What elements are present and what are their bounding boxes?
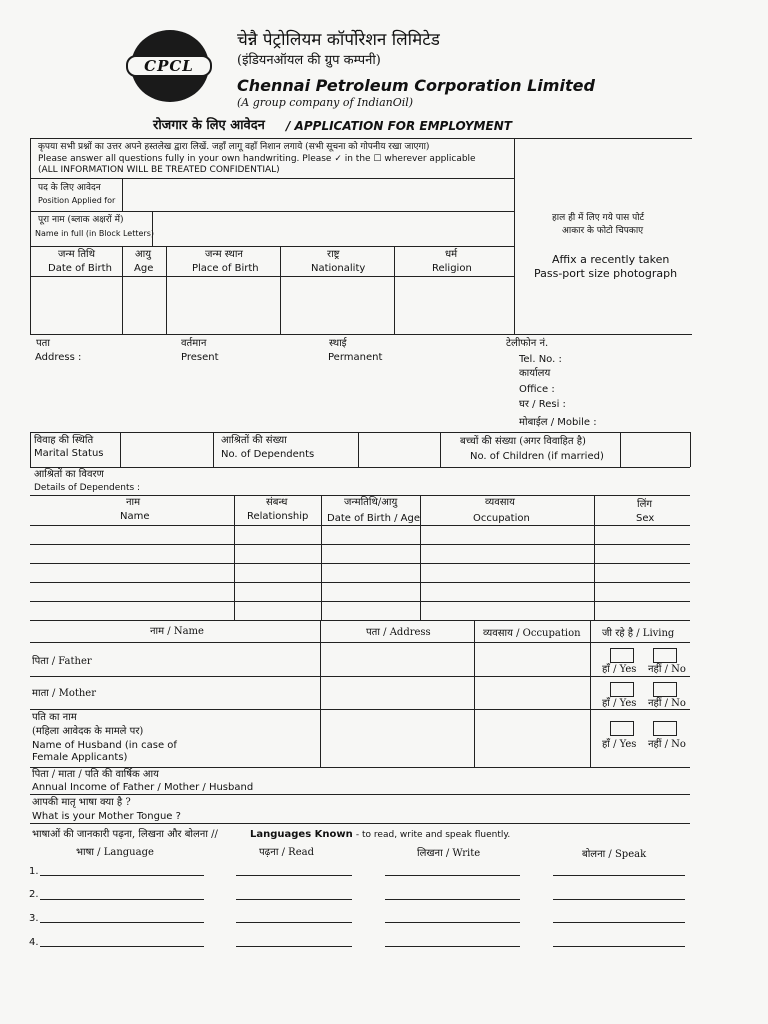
- photo-text-2: Pass-port size photograph: [534, 267, 678, 280]
- mother-no-label: नहीं / No: [648, 698, 686, 709]
- mother-occupation-input[interactable]: [476, 678, 588, 707]
- dep-col-sex: Sex: [636, 513, 655, 524]
- father-no-label: नहीं / No: [648, 664, 686, 675]
- parents-col-living: जी रहे है / Living: [602, 628, 675, 639]
- dep-col-relationship: Relationship: [247, 511, 309, 522]
- position-input[interactable]: [124, 180, 512, 209]
- position-label-hindi: पद के लिए आवेदन: [38, 183, 101, 193]
- tongue-input[interactable]: [200, 807, 690, 822]
- religion-label: Religion: [432, 263, 472, 274]
- lang-col-write: लिखना / Write: [417, 848, 481, 859]
- name-label-hindi: पूरा नाम (ब्लाक अक्षरों में): [38, 215, 124, 225]
- mother-living-no-checkbox[interactable]: [653, 682, 677, 697]
- dep-col-dob-hindi: जन्मतिथि/आयु: [344, 497, 398, 508]
- parents-col-occupation: व्यवसाय / Occupation: [483, 628, 581, 639]
- income-label: Annual Income of Father / Mother / Husband: [32, 782, 254, 793]
- lang-row-number: 2.: [29, 889, 39, 900]
- husband-label-1: Name of Husband (in case of: [32, 740, 177, 751]
- pob-label-hindi: जन्म स्थान: [205, 249, 243, 260]
- pob-label: Place of Birth: [192, 263, 259, 274]
- form-title-english: / APPLICATION FOR EMPLOYMENT: [286, 119, 512, 133]
- instructions-english: Please answer all questions fully in your own handwriting. Please ✓ in the ☐ wherever applicable: [38, 154, 476, 164]
- children-count-input[interactable]: [622, 434, 688, 465]
- org-subtitle-english: (A group company of IndianOil): [237, 96, 414, 109]
- dob-label-hindi: जन्म तिथि: [58, 249, 96, 260]
- dep-col-name-hindi: नाम: [126, 497, 141, 508]
- office-label: Office :: [519, 384, 555, 395]
- dep-col-sex-hindi: लिंग: [637, 499, 652, 510]
- photo-text-hindi-1: हाल ही में लिए गये पास पोर्ट: [552, 213, 645, 223]
- age-label: Age: [134, 263, 154, 274]
- father-living-no-checkbox[interactable]: [653, 648, 677, 663]
- tongue-label: What is your Mother Tongue ?: [32, 811, 181, 822]
- name-input[interactable]: [154, 213, 512, 244]
- dependents-count-input[interactable]: [360, 434, 438, 465]
- parents-col-address: पता / Address: [366, 627, 431, 638]
- religion-label-hindi: धर्म: [445, 249, 458, 260]
- husband-no-label: नहीं / No: [648, 739, 686, 750]
- age-input[interactable]: [124, 278, 164, 332]
- father-yes-label: हाँ / Yes: [602, 664, 637, 675]
- address-label: Address :: [35, 352, 82, 363]
- father-occupation-input[interactable]: [476, 644, 588, 674]
- permanent-address-input[interactable]: [328, 366, 498, 426]
- telephone-label: Tel. No. :: [519, 354, 562, 365]
- dob-input[interactable]: [32, 278, 120, 332]
- form-title-hindi: रोजगार के लिए आवेदन: [153, 118, 265, 133]
- mother-yes-label: हाँ / Yes: [602, 698, 637, 709]
- husband-label-hindi-1: पति का नाम: [32, 712, 77, 723]
- telephone-label-hindi: टेलीफोन नं.: [506, 338, 549, 349]
- permanent-label: Permanent: [328, 352, 383, 363]
- religion-input[interactable]: [396, 278, 512, 332]
- father-label: पिता / Father: [32, 656, 92, 667]
- org-title-english: Chennai Petroleum Corporation Limited: [237, 76, 595, 95]
- nationality-input[interactable]: [282, 278, 392, 332]
- pob-input[interactable]: [168, 278, 278, 332]
- husband-occupation-input[interactable]: [476, 711, 588, 765]
- husband-living-yes-checkbox[interactable]: [610, 721, 634, 736]
- mother-label: माता / Mother: [32, 688, 97, 699]
- org-title-hindi: चेन्नै पेट्रोलियम कॉर्पोरेशन लिमिटेड: [237, 30, 440, 50]
- lang-col-read: पढ़ना / Read: [259, 847, 314, 858]
- residence-label: घर / Resi :: [519, 399, 566, 410]
- dep-col-dob: Date of Birth / Age: [327, 513, 420, 524]
- husband-label-hindi-2: (महिला आवेदक के मामले पर): [32, 726, 144, 737]
- marital-label: Marital Status: [34, 448, 104, 459]
- languages-label-bold: Languages Known: [250, 829, 353, 840]
- lang-row-number: 3.: [29, 913, 39, 924]
- present-address-input[interactable]: [180, 366, 320, 426]
- dependents-table-body[interactable]: [31, 526, 689, 620]
- dob-label: Date of Birth: [48, 263, 112, 274]
- parents-col-name: नाम / Name: [150, 626, 204, 637]
- languages-label-rest: - to read, write and speak fluently.: [355, 830, 511, 840]
- photo-text-hindi-2: आकार के फोटो चिपकाए: [562, 226, 644, 236]
- nationality-label-hindi: राष्ट्र: [327, 249, 340, 260]
- father-address-input[interactable]: [322, 644, 472, 674]
- languages-table-inputs[interactable]: [40, 860, 685, 948]
- children-count-label-hindi: बच्चों की संख्या (अगर विवाहित है): [460, 436, 586, 447]
- dep-col-occupation: Occupation: [473, 513, 530, 524]
- father-living-yes-checkbox[interactable]: [610, 648, 634, 663]
- children-count-label: No. of Children (if married): [470, 451, 604, 462]
- tongue-label-hindi: आपकी मातृ भाषा क्या है ?: [32, 797, 131, 808]
- husband-label-2: Female Applicants): [32, 752, 128, 763]
- nationality-label: Nationality: [311, 263, 366, 274]
- dep-col-occupation-hindi: व्यवसाय: [485, 497, 515, 508]
- mobile-label: मोबाईल / Mobile :: [519, 417, 597, 428]
- dependents-count-label-hindi: आश्रितों की संख्या: [221, 435, 287, 446]
- husband-yes-label: हाँ / Yes: [602, 739, 637, 750]
- dep-col-name: Name: [120, 511, 150, 522]
- lang-row-number: 4.: [29, 937, 39, 948]
- cpcl-logo: [131, 30, 209, 102]
- income-input[interactable]: [260, 778, 690, 793]
- permanent-label-hindi: स्थाई: [329, 338, 347, 349]
- instructions-hindi: कृपया सभी प्रश्नों का उत्तर अपने हस्तलेख द्वारा लिखें. जहाँ लागू वहाँ निशान लगाये (सभी सूचना को गोपनीय रखा जाएगा): [38, 142, 430, 152]
- org-subtitle-hindi: (इंडियनऑयल की ग्रुप कम्पनी): [237, 53, 381, 68]
- present-label-hindi: वर्तमान: [181, 338, 207, 349]
- office-label-hindi: कार्यालय: [519, 368, 551, 379]
- marital-label-hindi: विवाह की स्थिति: [34, 435, 94, 446]
- dep-col-relationship-hindi: संबन्ध: [266, 497, 288, 508]
- languages-label-hindi: भाषाओं की जानकारी पढ़ना, लिखना और बोलना //: [32, 829, 218, 840]
- lang-col-language: भाषा / Language: [76, 847, 154, 858]
- age-label-hindi: आयु: [135, 249, 152, 260]
- dependents-title-hindi: आश्रितों का विवरण: [34, 469, 104, 480]
- lang-col-speak: बोलना / Speak: [582, 849, 647, 860]
- mother-address-input[interactable]: [322, 678, 472, 707]
- instructions-confidential: (ALL INFORMATION WILL BE TREATED CONFIDENTIAL): [38, 165, 280, 175]
- marital-input[interactable]: [122, 434, 211, 465]
- logo-text: CPCL: [126, 55, 212, 77]
- lang-row-number: 1.: [29, 866, 39, 877]
- income-label-hindi: पिता / माता / पति की वार्षिक आय: [32, 769, 159, 780]
- present-label: Present: [181, 352, 219, 363]
- dependents-title: Details of Dependents :: [34, 483, 141, 493]
- dependents-count-label: No. of Dependents: [221, 449, 315, 460]
- husband-living-no-checkbox[interactable]: [653, 721, 677, 736]
- position-label: Position Applied for: [38, 196, 116, 205]
- name-label: Name in full (in Block Letters): [35, 229, 155, 238]
- photo-text-1: Affix a recently taken: [552, 253, 670, 266]
- husband-address-input[interactable]: [322, 711, 472, 765]
- languages-label: [250, 829, 510, 841]
- mother-living-yes-checkbox[interactable]: [610, 682, 634, 697]
- address-label-hindi: पता: [36, 338, 50, 349]
